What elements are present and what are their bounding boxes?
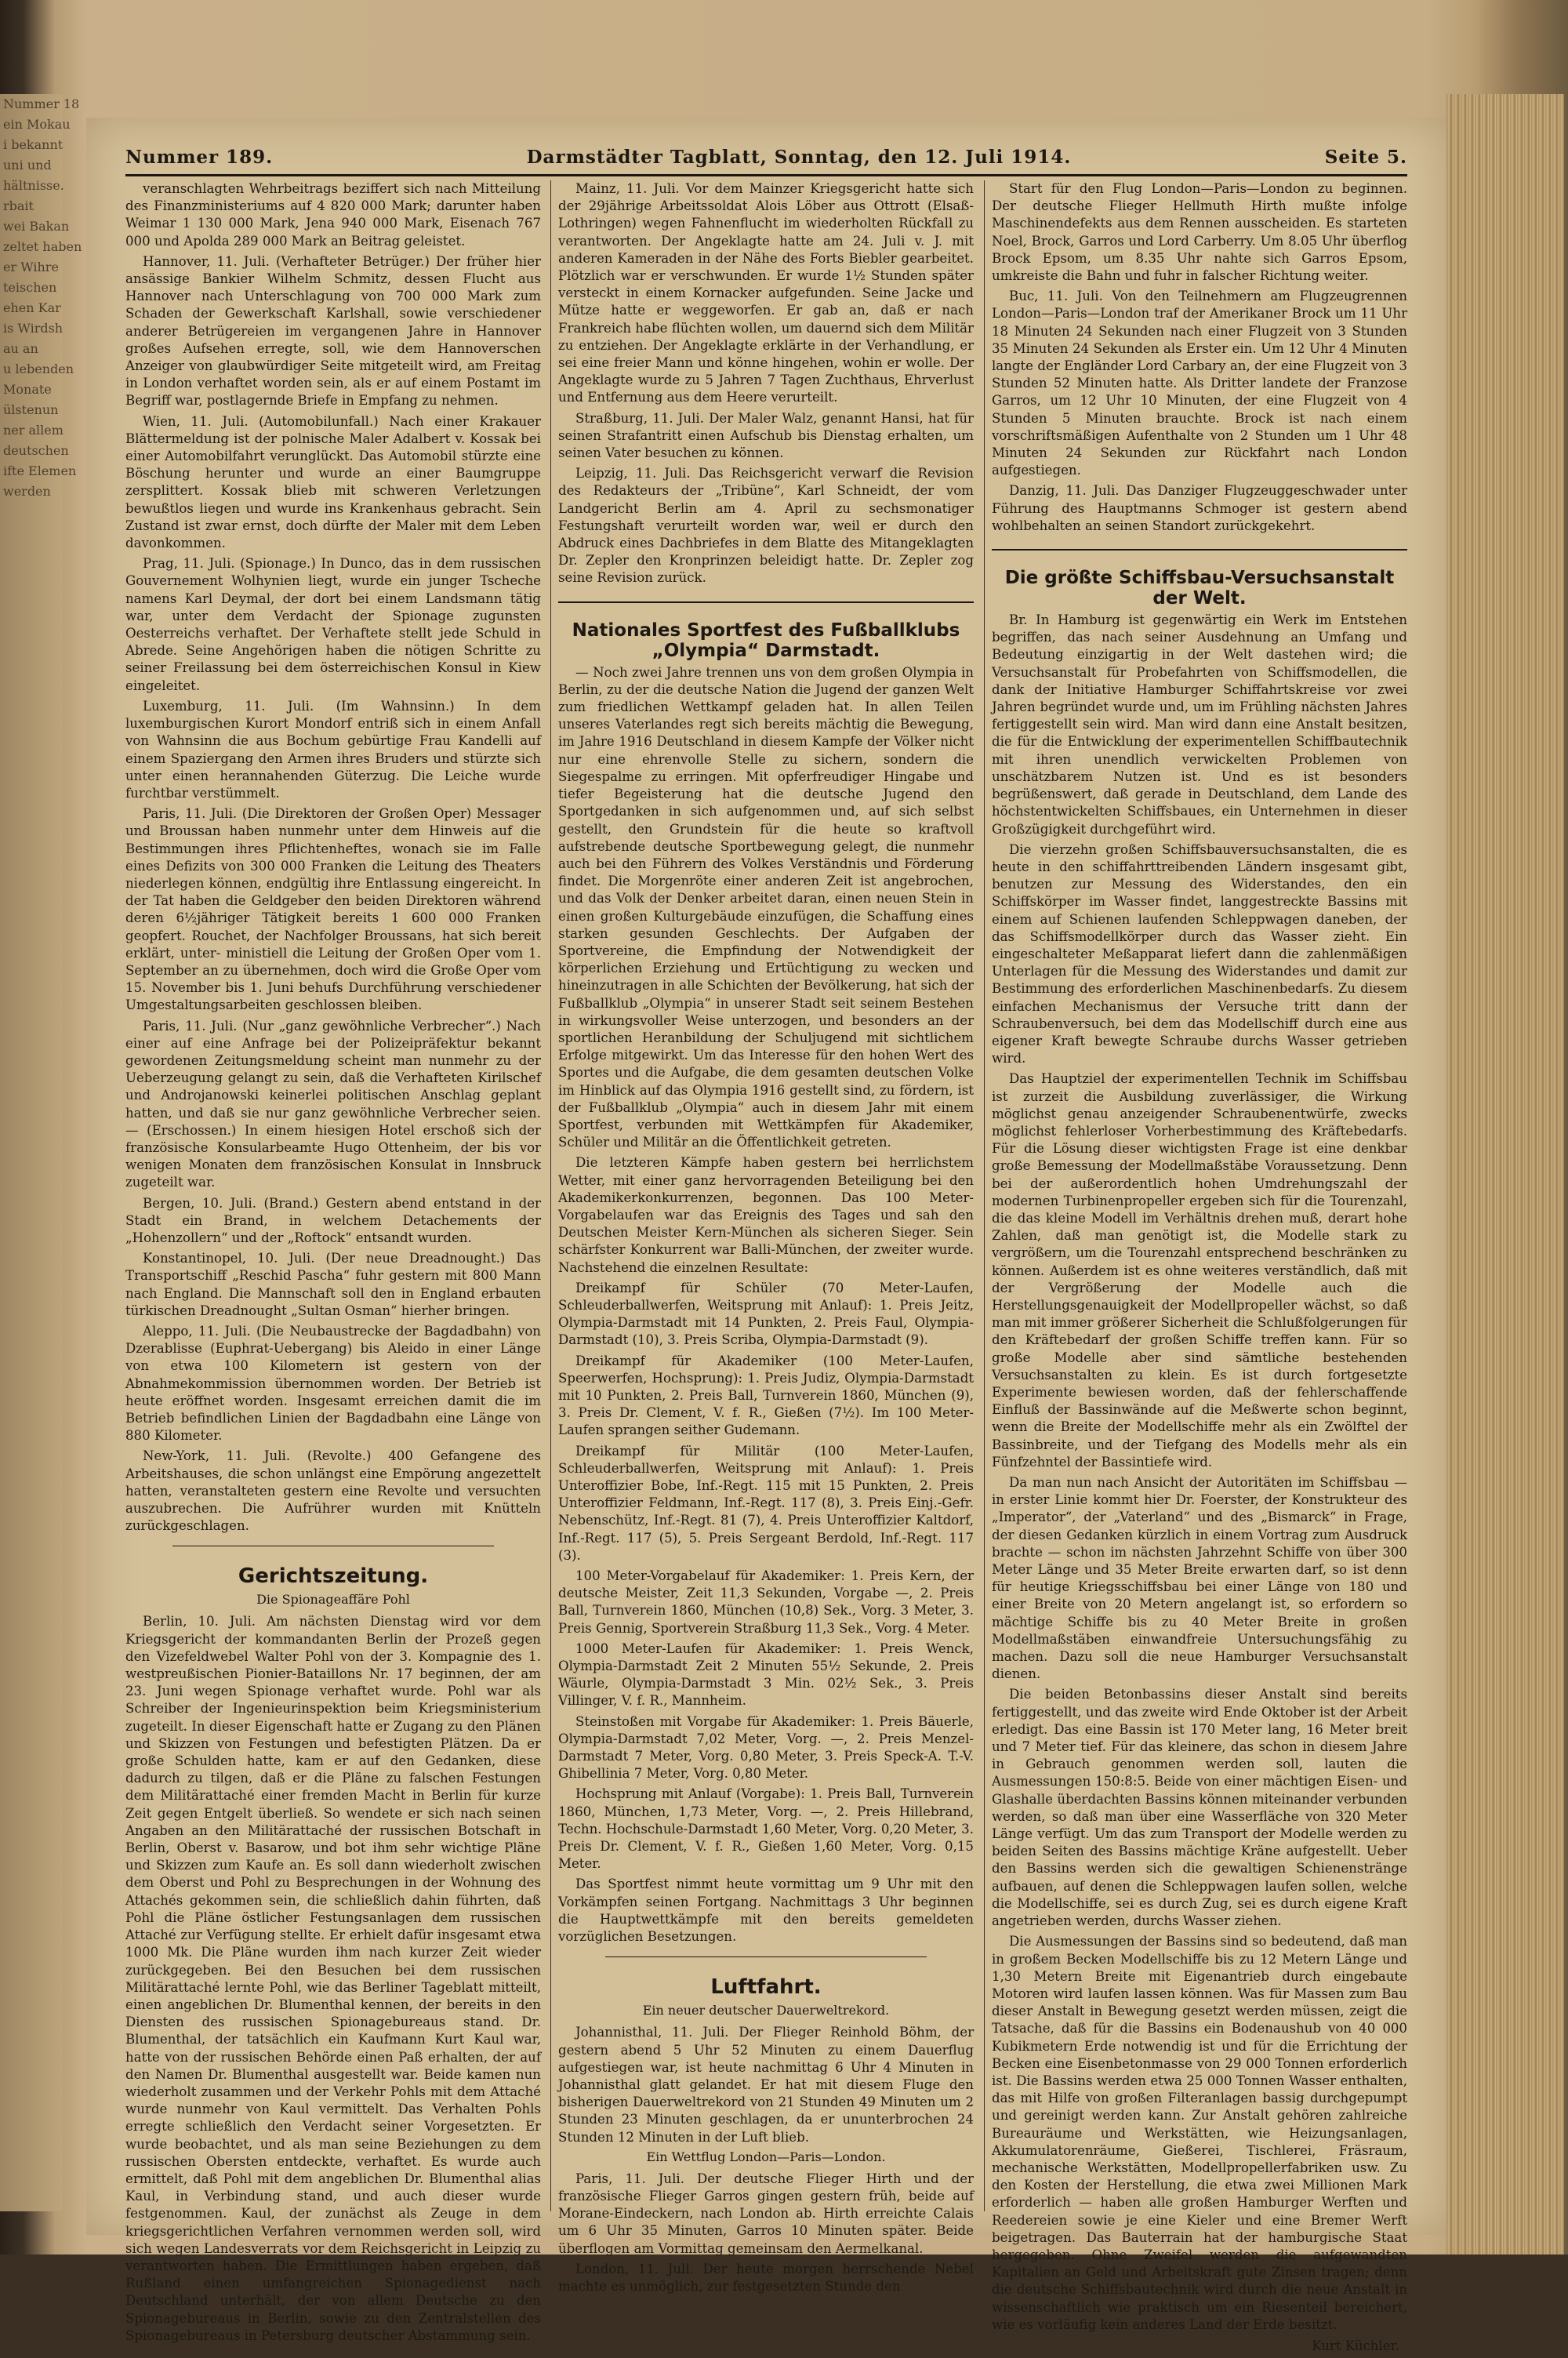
column-rule — [984, 180, 985, 2211]
paragraph: ülstenun — [3, 402, 59, 417]
paragraph: Straßburg, 11. Juli. Der Maler Walz, genannt Hansi, hat für seinen Strafantritt einen Aufschub bis Dienstag erhalten, um seinen Vater besuchen zu können. — [558, 410, 974, 461]
paragraph: u lebenden — [3, 362, 74, 376]
paragraph: 100 Meter-Vorgabelauf für Akademiker: 1. Preis Kern, der deutsche Meister, Zeit 11,3 Sekunden, Vorgabe —, 2. Preis Ball, Turnverein 1860, München (10,8) Sek., Vorg. 3 Meter, 3. Preis Gennig, Sportverein Straßburg 11,3 Sek., Vorg. 4 Meter. — [558, 1568, 974, 1636]
paragraph: Leipzig, 11. Juli. Das Reichsgericht verwarf die Revision des Redakteurs der „Tribüne“, Karl Schneidt, der vom Landgericht Berlin am 4. April zu sechsmonatiger Festungshaft verurteilt worden war, weil er durch den Abdruck eines Dachbriefes in dem Blatte des Mitangeklagten Dr. Zepler den Kronprinzen beleidigt hatte. Dr. Zepler zog seine Revision zurück. — [558, 466, 974, 586]
paragraph: Nummer 18 — [3, 96, 80, 111]
column-1 — [125, 180, 541, 2348]
article-subheading: Ein neuer deutscher Dauerweltrekord. — [642, 2003, 890, 2018]
paragraph: Steinstoßen mit Vorgabe für Akademiker: 1. Preis Bäuerle, Olympia-Darmstadt 7,02 Meter, Vorg. —, 2. Preis Menzel-Darmstadt 7 Meter, Vorg. 0,80 Meter, 3. Preis Speck-A. T.-V. Ghibellinia 7 Meter, Vorg. 0,80 Meter. — [558, 1713, 974, 1782]
paragraph: is Wirdsh — [3, 321, 64, 336]
paragraph: New-York, 11. Juli. (Revolte.) 400 Gefangene des Arbeitshauses, die schon unlängst eine Empörung angezettelt hatten, veranstalteten gestern eine Revolte und versuchten auszubrechen. Die Aufrührer wurden mit Knütteln zurückgeschlagen. — [125, 1448, 541, 1534]
paragraph: Buc, 11. Juli. Von den Teilnehmern am Flugzeugrennen London—Paris—London traf der Amerikaner Brock um 11 Uhr 18 Minuten 24 Sekunden nach einer Flugzeit von 3 Stunden 35 Minuten 24 Sekunden als Erster ein. Um 12 Uhr 4 Minuten langte der Engländer Lord Carbary an, der eine Flugzeit von 3 Stunden 52 Minuten hatte. Als Dritter landete der Franzose Garros, um 12 Uhr 10 Minuten, der eine Flugzeit von 4 Stunden 5 Minuten brauchte. Brock ist nach einem vorschriftsmäßigen Aufenthalte von 2 Stunden um 1 Uhr 48 Minuten 24 Sekunden zur Rückfahrt nach London aufgestiegen. — [992, 289, 1407, 478]
article-subheading: Ein Wettflug London—Paris—London. — [646, 2149, 886, 2164]
paragraph: teischen — [3, 280, 57, 295]
paragraph: Br. In Hamburg ist gegenwärtig ein Werk im Entstehen begriffen, das nach seiner Ausdehnung an Umfang und Bedeutung einzigartig in der Welt dastehen wird; die Versuchsanstalt für Probefahrten von Schiffsmodellen, die dank der Initiative Hamburger Schiffahrtskreise vor zwei Jahren begründet wurde und, um im Frühling nächsten Jahres fertiggestellt sein wird. Man wird dann eine Anstalt besitzen, die für die Entwicklung der experimentellen Schiffbautechnik mit ihren unendlich verwickelten Problemen von unschätzbarem Nutzen ist. Und es ist besonders begrüßenswert, daß gerade in Deutschland, dem Lande des höchstentwickelten Schiffsbaues, ein Unternehmen in dieser Großzügigkeit durchgeführt wird. — [992, 612, 1407, 837]
issue-number: Nummer 189. — [125, 146, 274, 168]
masthead-rule — [125, 174, 1407, 176]
paragraph: uni und — [3, 158, 52, 173]
paragraph: ehen Kar — [3, 300, 61, 315]
divider — [558, 601, 974, 603]
paragraph: Die vierzehn großen Schiffsbauversuchsanstalten, die es heute in den schiffahrttreibenden Ländern insgesamt gibt, benutzen zur Messung des Widerstandes, den ein Schiffskörper im Wasser findet, langgestreckte Bassins mit einem auf Schienen laufenden Schleppwagen daneben, der das Schiffsmodellkörper durch das Wasser zieht. Ein eingeschalteter Meßapparat liefert dann die zahlenmäßigen Unterlagen für die Messung des Widerstandes und damit zur Bestimmung des erforderlichen Maschinenbedarfs. Zu diesem einfachen Mechanismus der Versuche tritt dann der Schraubenversuch, bei dem das Modellschiff durch eine aus eigener Kraft bewegte Schraube durchs Wasser getrieben wird. — [992, 841, 1407, 1066]
paragraph: London, 11. Juli. Der heute morgen herrschende Nebel machte es unmöglich, zur festgesetzten Stunde den — [558, 2261, 974, 2294]
paragraph: wei Bakan — [3, 219, 70, 234]
masthead — [125, 141, 1407, 173]
paragraph: Da man nun nach Ansicht der Autoritäten im Schiffsbau — in erster Linie kommt hier Dr. Foerster, der Konstrukteur des „Imperator“, der „Vaterland“ und des „Bismarck“ in Frage, der diesen Gedanken kürzlich in einem Vortrag zum Ausdruck brachte — schon im nächsten Jahrzehnt Schiffe von über 300 Meter Länge und 35 Meter Breite erwarten darf, so ist denn für heutige Kriegsschiffsbau bei einer Länge von 180 und einer Breite von 20 Metern angelangt ist, so erfordern so mächtige Schiffe bis zu 40 Meter Breite in großen Modellmaßstäben einwandfreie Untersuchungsfähig zu machen. Dazu soll die neue Hamburger Versuchsanstalt dienen. — [992, 1475, 1407, 1682]
article-body — [125, 1613, 541, 2345]
paragraph: Die beiden Betonbassins dieser Anstalt sind bereits fertiggestellt, und das zweite wird Ende Oktober ist der Arbeit erledigt. Das eine Bassin ist 170 Meter lang, 16 Meter breit und 7 Meter tief. Für das kleinere, das schon in diesem Jahre in Gebrauch genommen werden soll, lauten die Ausmessungen 150:8:5. Beide von einer mächtigen Eisen- und Glashalle überdachten Bassins können miteinander verbunden werden, so daß man über eine Wasserfläche von 320 Meter Länge verfügt. Um das zum Transport der Modelle werden zu beiden Seiten des Bassins mächtige Kräne aufgestellt. Ueber den Bassins werden sich die gewaltigen Schienenstränge aufbauen, auf denen die Schleppwagen laufen sollen, welche die Modellschiffe, sei es durch Zug, sei es durch eigene Kraft angetrieben werden, durchs Wasser ziehen. — [992, 1687, 1407, 1929]
paragraph: deutschen — [3, 443, 69, 458]
paragraph: Dreikampf für Schüler (70 Meter-Laufen, Schleuderballwerfen, Weitsprung mit Anlauf): 1. Preis Jeitz, Olympia-Darmstadt mit 14 Punkten, 2. Preis Faul, Olympia-Darmstadt (10), 3. Preis Scriba, Olympia-Darmstadt (9). — [558, 1280, 974, 1348]
article-subheading: Die Spionageaffäre Pohl — [256, 1592, 410, 1608]
paragraph: ein Mokau — [3, 117, 71, 132]
paragraph: hältnisse. — [3, 178, 64, 193]
left-page-fragment — [0, 94, 82, 2211]
paragraph: Aleppo, 11. Juli. (Die Neubaustrecke der Bagdadbahn) von Dzerablisse (Euphrat-Uebergang) bis Aleido in einer Länge von etwa 100 Kilometern ist gestern von der Abnahmekommission übernommen worden. Der Betrieb ist heute eröffnet worden. Insgesamt erreichen damit die im Betrieb befindlichen Linien der Bagdadbahn eine Länge von 880 Kilometer. — [125, 1324, 541, 1444]
paragraph: Dreikampf für Akademiker (100 Meter-Laufen, Speerwerfen, Hochsprung): 1. Preis Judiz, Olympia-Darmstadt mit 10 Punkten, 2. Preis Ball, Turnverein 1860, München (9), 3. Preis Dr. Clement, V. f. R., Gießen (7½). Im 100 Meter-Laufen sprangen seither Gudemann. — [558, 1353, 974, 1438]
article-heading-schiffbau: Die größte Schiffsbau-Versuchsanstalt der Welt. — [1004, 568, 1395, 609]
paragraph: Das Hauptziel der experimentellen Technik im Schiffsbau ist zurzeit die Ausbildung zuverlässiger, die Wirkung möglichst genau anzeigender Schraubenentwürfe, zwecks möglichst fehlerloser Vorherbestimmung des Kräftebedarfs. Für die Lösung dieser wichtigsten Frage ist eine denkbar große Bemessung der Modellmaßstäbe Voraussetzung. Denn bei der außerordentlich hohen Umdrehungszahl der modernen Turbinenpropeller ergeben sich für die Tourenzahl, die das kleine Modell im Verhältnis drehen muß, derart hohe Zahlen, daß man genötigt ist, die Modelle stark zu vergrößern, um die Tourenzahl entsprechend beschränken zu können. Außerdem ist es ohne weiteres verständlich, daß mit der Vergrößerung der Modelle auch die Herstellungsgenauigkeit der Modellpropeller wächst, so daß man mit immer größerer Sicherheit die Schlußfolgerungen für den Kräftebedarf der großen Schiffe treffen kann. Für so große Modelle aber sind sämtliche bestehenden Versuchsanstalten zu klein. Es ist durch fortgesetzte Experimente bewiesen worden, daß der fehlerschaffende Einfluß der Bassinwände auf die Meßwerte schon beginnt, wenn die Breite der Modellschiffe mehr als ein Zwölftel der Bassinbreite, und der Tiefgang des Modells mehr als ein Fünfzehntel der Bassintiefe wird. — [992, 1071, 1407, 1470]
news-items — [125, 180, 541, 1535]
section-heading-luftfahrt: Luftfahrt. — [710, 1975, 822, 2000]
paragraph: Berlin, 10. Juli. Am nächsten Dienstag wird vor dem Kriegsgericht der kommandanten Berlin der Prozeß gegen den Vizefeldwebel Walter Pohl von der 3. Kompagnie des 1. westpreußischen Pionier-Bataillons Nr. 17 beginnen, der am 23. Juni wegen Spionage verhaftet wurde. Pohl war als Schreiber der Ingenieurinspektion beim Kriegsministerium zugeteilt. In dieser Eigenschaft hatte er Zugang zu den Plänen und Skizzen von Festungen und befestigten Plätzen. Da er große Schulden hatte, kam er auf den Gedanken, diese dadurch zu tilgen, daß er die Pläne zu falschen Festungen dem Militärattaché einer fremden Macht in Berlin für kurze Zeit gegen Entgelt überließ. So wendete er sich nach seinen Angaben an den Militärattaché der russischen Botschaft in Berlin, Oberst v. Basarow, und bot ihm sehr wichtige Pläne und Skizzen zum Kaufe an. Es soll dann wiederholt zwischen dem Oberst und Pohl zu Besprechungen in der Wohnung des Attachés gekommen sein, die schließlich dahin führten, daß Pohl die Pläne östlicher Festungsanlagen dem russischen Attaché zur Verfügung stellte. Er erhielt dafür insgesamt etwa 1000 Mk. Die Pläne wurden ihm nach kurzer Zeit wieder zurückgegeben. Bei den Besuchen bei dem russischen Militärattaché lernte Pohl, wie das Berliner Tageblatt mitteilt, einen angeblichen Dr. Blumenthal kennen, der bereits in den Diensten des russischen Spionagebureaus stand. Dr. Blumenthal, der tatsächlich ein Kaufmann Kurt Kaul war, hatte von der russischen Behörde einen Paß erhalten, der auf den Namen Dr. Blumenthal ausgestellt war. Beide kamen nun wiederholt zusammen und der Verkehr Pohls mit dem Attaché wurde nunmehr von Kaul vermittelt. Das Verhalten Pohls erregte schließlich den Verdacht seiner Vorgesetzten. Er wurde beobachtet, und als man seine Beziehungen zu dem russischen Obersten entdeckte, verhaftet. Es wurde auch ermittelt, daß Pohl mit dem angeblichen Dr. Blumenthal alias Kaul, in Verbindung stand, und auch dieser wurde festgenommen. Kaul, der zunächst als Zeuge in dem kriegsgerichtlichen Verfahren vernommen werden soll, wird sich wegen Landesverrats vor dem Reichsgericht in Leipzig zu verantworten haben. Die Ermittlungen haben ergeben, daß Rußland einen umfangreichen Spionagedienst nach Deutschland unterhält, der von allem Deutsche zu den Spionagebureaus in Berlin, sowie zu den Zentralstellen des Spionagebureaus in Petersburg deutscher Abstammung sein. — [125, 1614, 541, 2343]
page-number: Seite 5. — [1324, 146, 1407, 168]
paragraph: Johannisthal, 11. Juli. Der Flieger Reinhold Böhm, der gestern abend 5 Uhr 52 Minuten zu einem Dauerflug aufgestiegen war, ist heute nachmittag 6 Uhr 4 Minuten in Johannisthal glatt gelandet. Er hat mit diesem Fluge den bisherigen Dauerweltrekord von 21 Stunden 49 Minuten um 2 Stunden 23 Minuten geschlagen, da er ununterbrochen 24 Stunden 12 Minuten in der Luft blieb. — [558, 2025, 974, 2145]
paragraph: Dreikampf für Militär (100 Meter-Laufen, Schleuderballwerfen, Weitsprung mit Anlauf): 1. Preis Unteroffizier Bobe, Inf.-Regt. 115 mit 15 Punkten, 2. Preis Unteroffizier Feldmann, Inf.-Regt. 117 (8), 3. Preis Einj.-Gefr. Nebenschütz, Inf.-Regt. 81 (7), 4. Preis Unteroffizier Kaltdorf, Inf.-Regt. 117 (5), 5. Preis Sergeant Berdold, Inf.-Regt. 117 (3). — [558, 1443, 974, 1563]
paragraph: Hochsprung mit Anlauf (Vorgabe): 1. Preis Ball, Turnverein 1860, München, 1,73 Meter, Vorg. —, 2. Preis Hillebrand, Techn. Hochschule-Darmstadt 1,60 Meter, Vorg. 0,20 Meter, 3. Preis Dr. Clement, V. f. R., Gießen 1,60 Meter, Vorg. 0,15 Meter. — [558, 1786, 974, 1872]
paragraph: werden — [3, 484, 51, 499]
author-signature: Kurt Küchler. — [1312, 2338, 1399, 2353]
column-2 — [558, 180, 974, 2298]
paragraph: Mainz, 11. Juli. Vor dem Mainzer Kriegsgericht hatte sich der 29jährige Arbeitssoldat Alois Löber aus Ottrott (Elsaß-Lothringen) wegen Fahnenflucht im wiederholten Rückfall zu verantworten. Der Angeklagte hatte am 24. Juli v. J. mit anderen Kameraden in der Nähe des Forts Biebler gearbeitet. Plötzlich war er verschwunden. Er wurde 1½ Stunden später versteckt in einem Kornacker aufgefunden. Seine Jacke und Mütze hatte er weggeworfen. Er gab an, daß er nach Frankreich habe flüchten wollen, um dauernd sich dem Militär zu entziehen. Der Angeklagte erklärte in der Verhandlung, er sei eine freier Mann und könne hingehen, wohin er wolle. Der Angeklagte wurde zu 5 Jahren 7 Tagen Zuchthaus, Ehrverlust und Entfernung aus dem Heere verurteilt. — [558, 181, 974, 405]
paragraph: Paris, 11. Juli. (Die Direktoren der Großen Oper) Messager und Broussan haben nunmehr unter dem Hinweis auf die Bestimmungen ihres Pflichtenheftes, wonach sie im Falle eines Defizits von 300 000 Franken die Leitung des Theaters niederlegen können, endgültig ihre Entlassung eingereicht. In der Tat haben die Geldgeber den beiden Direktoren während deren 6½jähriger Tätigkeit bereits 1 600 000 Franken geopfert. Rouchet, der Nachfolger Broussans, hat sich bereit erklärt, unter- ministiell die Leitung der Großen Oper vom 1. September an zu übernehmen, doch wird die Große Oper vom 15. November bis 1. Juni behufs Durchführung verschiedener Umgestaltungsarbeiten geschlossen bleiben. — [125, 806, 541, 1013]
paragraph: Das Sportfest nimmt heute vormittag um 9 Uhr mit den Vorkämpfen seinen Fortgang. Nachmittags 3 Uhr beginnen die Hauptwettkämpfe mit den bereits gemeldeten vorzüglichen Besetzungen. — [558, 1877, 974, 1945]
article-heading-sportfest: Nationales Sportfest des Fußballklubs „Olympia“ Darmstadt. — [572, 619, 960, 661]
paragraph: Hannover, 11. Juli. (Verhafteter Betrüger.) Der früher hier ansässige Bankier Wilhelm Schmitz, dessen Flucht aus Hannover nach Unterschlagung von 700 000 Mark zum Schaden der Gewerkschaft Karlshall, sowie verschiedener anderer Betrügereien im vergangenen Jahre in Hannover großes Aufsehen erregte, soll, wie dem Hannoverschen Anzeiger von glaubwürdiger Seite mitgeteilt wird, am Freitag in London verhaftet worden sein, als er auf einem Postamt im Begriff war, postlagernde Briefe in Empfang zu nehmen. — [125, 253, 541, 409]
paragraph: ner allem — [3, 423, 64, 438]
paragraph: Die letzteren Kämpfe haben gestern bei herrlichstem Wetter, mit einer ganz hervorragenden Beteiligung bei den Akademikerkonkurrenzen, begonnen. Das 100 Meter-Vorgabelaufen war das Ereignis des Tages und sah den Deutschen Meister Kern-München als sicheren Sieger. Sein schärfster Konkurrent war Balli-München, der zweiter wurde. Nachstehend die einzelnen Resultate: — [558, 1155, 974, 1275]
column-rule — [550, 180, 551, 2211]
paragraph: Paris, 11. Juli. Der deutsche Flieger Hirth und der französische Flieger Garros gingen gestern früh, beide auf Morane-Eindeckern, nach London ab. Hirth erreichte Calais um 6 Uhr 35 Minuten, Garros 10 Minuten später. Beide überflogen am Vormittag gemeinsam den Aermelkanal. — [558, 2171, 974, 2256]
paragraph: rbait — [3, 198, 34, 213]
paragraph: — Noch zwei Jahre trennen uns von dem großen Olympia in Berlin, zu der die deutsche Nation die Jugend der ganzen Welt zum friedlichen Wettkampf geladen hat. In allen Teilen unseres Vaterlandes regt sich bereits mächtig die Bewegung, im Jahre 1916 Deutschland in diesem Kampfe der Völker nicht nur eine ehrenvolle Stelle zu sichern, sondern die Siegespalme zu erringen. Mit opferfreudiger Hingabe und tiefer Begeisterung hat die deutsche Jugend den Sportgedanken in sich aufgenommen und, auf sich selbst gestellt, den Grundstein für die heute so kraftvoll aufstrebende deutsche Sportbewegung gelegt, die nunmehr auch bei den Führern des Volkes Verständnis und Förderung findet. Die Morgenröte einer anderen Zeit ist angebrochen, und das Volk der Denker arbeitet daran, einen neuen Stein in einen großen Kulturgebäude einzufügen, die Schaffung eines starken gesunden Geschlechts. Der Aufgaben der Sportvereine, die Empfindung der Notwendigkeit der körperlichen Erziehung und Ertüchtigung zu wecken und hineinzutragen in alle Schichten der Bevölkerung, hat sich der Fußballklub „Olympia“ in unserer Stadt seit seinem Bestehen in wirkungsvoller Weise unterzogen, und besonders an der sportlichen Heranbildung der Schuljugend mit sichtlichem Erfolge mitgewirkt. Um das Interesse für den hohen Wert des Sportes und die Aufgabe, die dem gesamten deutschen Volke im Hinblick auf das Olympia 1916 gestellt sind, zu fördern, ist der Fußballklub „Olympia“ auch in diesem Jahr mit einem Sportfest, verbunden mit Wettkämpfen für Akademiker, Schüler und Militär an die Öffentlichkeit getreten. — [558, 664, 974, 1150]
paragraph: Monate — [3, 382, 52, 397]
paragraph: Die Ausmessungen der Bassins sind so bedeutend, daß man in großem Becken Modellschiffe bis zu 12 Metern Länge und 1,30 Metern Breite mit Eigenantrieb durch eingebaute Motoren wird laufen lassen können. Was für Massen zum Bau dieser Anstalt in Bewegung gesetzt werden müssen, zeigt die Tatsache, daß für die Bassins ein Bodenaushub von 40 000 Kubikmetern Erde notwendig ist und für die Errichtung der Becken eine Eisenbetonmasse von 29 000 Tonnen erforderlich ist. Die Bassins werden etwa 25 000 Tonnen Wasser enthalten, das mit Hilfe von großen Filteranlagen bassig durchgepumpt und gereinigt werden kann. Zur Anstalt gehören zahlreiche Bureauräume und Werkstätten, wie Heizungsanlagen, Akkumulatorenräume, Gießerei, Tischlerei, Fräsraum, mechanische Werkstätten, Modellpropellerfabriken usw. Zu den Kosten der Herstellung, die etwa zwei Millionen Mark erforderlich — haben alle großen Hamburger Werften und Reedereien sowie je eine Kieler und eine Bremer Werft beigetragen. Das Bauterrain hat der hamburgische Staat hergegeben. Ohne Zweifel werden die aufgewandten Kapitalien an Geld und Arbeitskraft gute Zinsen tragen; denn die deutsche Schiffsbautechnik wird durch die neue Anstalt in wissenschaftlich wie praktisch um ein Riesenteil bereichert, wie es vorläufig kein anderes Land der Erde besitzt. — [992, 1934, 1407, 2332]
paragraph: Danzig, 11. Juli. Das Danziger Flugzeuggeschwader unter Führung des Hauptmanns Schmoger ist gestern abend wohlbehalten an seinen Standort zurückgekehrt. — [992, 483, 1407, 533]
paragraph: au an — [3, 341, 38, 356]
news-items — [558, 180, 974, 587]
paragraph: veranschlagten Wehrbeitrags beziffert sich nach Mitteilung des Finanzministeriums auf 4 820 000 Mark; darunter haben Weimar 1 130 000 Mark, Jena 940 000 Mark, Eisenach 767 000 und Apolda 289 000 Mark an Beitrag geleistet. — [125, 181, 541, 249]
page-edges — [1446, 94, 1564, 2254]
paragraph: zeltet haben — [3, 239, 82, 254]
paragraph: ifte Elemen — [3, 463, 77, 478]
news-items — [992, 180, 1407, 535]
paragraph: Konstantinopel, 10. Juli. (Der neue Dreadnought.) Das Transportschiff „Reschid Pascha“ fuhr gestern mit 800 Mann nach England. Die Mannschaft soll den in England erbauten türkischen Dreadnought „Sultan Osman“ hierher bringen. — [125, 1251, 541, 1318]
paragraph: Bergen, 10. Juli. (Brand.) Gestern abend entstand in der Stadt ein Brand, in welchem Detachements der „Hohenzollern“ und der „Roftock“ entsandt wurden. — [125, 1195, 541, 1245]
article-body — [558, 2024, 974, 2145]
paragraph: Prag, 11. Juli. (Spionage.) In Dunco, das in dem russischen Gouvernement Wolhynien liegt, wurde ein junger Tscheche namens Karl Deymal, der dort bei einem Landsmann tätig war, unter dem Verdacht der Spionage zugunsten Oesterreichs verhaftet. Der Verhaftete stellt jede Schuld in Abrede. Seine Angehörigen haben die nötigen Schritte zu seiner Freilassung bei dem österreichischen Konsul in Kiew eingeleitet. — [125, 556, 541, 693]
article-body — [992, 612, 1407, 2334]
paragraph: 1000 Meter-Laufen für Akademiker: 1. Preis Wenck, Olympia-Darmstadt Zeit 2 Minuten 55½ Sekunde, 2. Preis Wäurle, Olympia-Darmstadt 3 Min. 02½ Sek., 3. Preis Villinger, V. f. R., Mannheim. — [558, 1640, 974, 1709]
article-body — [558, 2171, 974, 2295]
newspaper-title: Darmstädter Tagblatt, Sonntag, den 12. Juli 1914. — [526, 146, 1072, 168]
divider — [992, 549, 1407, 550]
paragraph: Start für den Flug London—Paris—London zu beginnen. Der deutsche Flieger Hellmuth Hirth mußte infolge Maschinendefekts aus dem Rennen ausscheiden. Es starteten Noel, Brock, Garros und Lord Carberry. Um 8.05 Uhr überflog Brock Epsom, um 8.35 Uhr nahte sich Garros Epsom, umkreiste die Bahn und fuhr in falscher Richtung weiter. — [992, 181, 1407, 284]
paragraph: er Wihre — [3, 260, 59, 274]
section-heading-gerichtszeitung: Gerichtszeitung. — [238, 1564, 429, 1589]
column-3 — [992, 180, 1407, 2358]
newspaper-page — [86, 118, 1446, 2353]
paragraph: Luxemburg, 11. Juli. (Im Wahnsinn.) In dem luxemburgischen Kurort Mondorf entriß sich in einem Anfall von Wahnsinn die aus Bochum gebürtige Frau Kandelli auf einem Spaziergang den Armen ihres Bruders und stürzte sich unter einen herannahenden Güterzug. Die Leiche wurde furchtbar verstümmelt. — [125, 698, 541, 801]
paragraph: Paris, 11. Juli. (Nur „ganz gewöhnliche Verbrecher“.) Nach einer auf eine Anfrage bei der Polizeipräfektur bekannt gewordenen Zeitungsmeldung scheint man nunmehr zu der Ueberzeugung gelangt zu sein, daß die Verhafteten Kirilschef und Androjanowski keinerlei politischen Anschlag geplant hatten, und daß sie nur ganz gewöhnliche Verbrecher seien. — (Erschossen.) In einem hiesigen Hotel erschoß sich der französische Konsularbeamte Hugo Ottenheim, der bis vor wenigen Monaten dem französischen Konsulat in Innsbruck zugeteilt war. — [125, 1018, 541, 1190]
paragraph: i bekannt — [3, 137, 64, 152]
paragraph: Wien, 11. Juli. (Automobilunfall.) Nach einer Krakauer Blättermeldung ist der polnische Maler Adalbert v. Kossak bei einer Automobilfahrt verunglückt. Das Automobil stürzte eine Böschung herunter und wurde an einer Baumgruppe zersplittert. Kossak blieb mit schweren Verletzungen bewußtlos liegen und wurde ins Krankenhaus gebracht. Sein Zustand ist zwar ernst, doch dürfte der Maler mit dem Leben davonkommen. — [125, 413, 541, 551]
article-body — [558, 664, 974, 1946]
